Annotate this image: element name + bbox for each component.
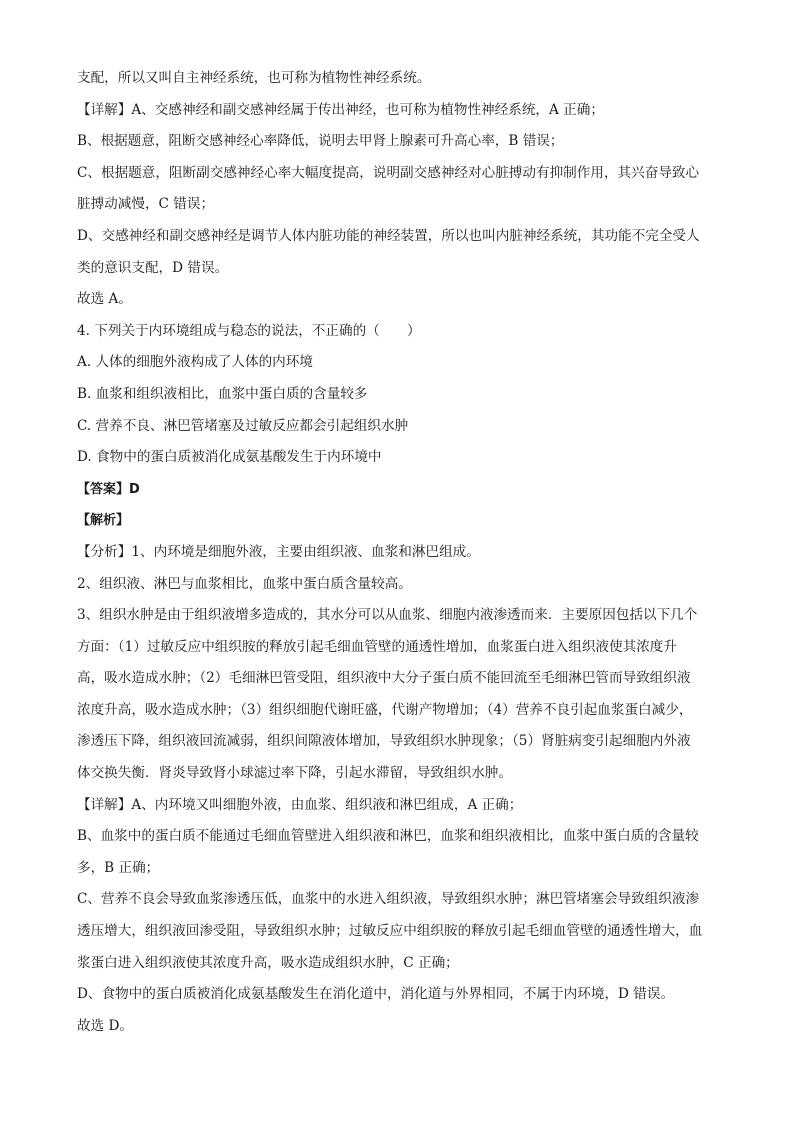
analysis-label: 【解析】 — [77, 513, 130, 529]
text-line: 多，B 正确； — [77, 859, 160, 876]
question-stem: 4. 下列关于内环境组成与稳态的说法，不正确的（ ） — [77, 322, 421, 339]
text-line: 【详解】A、交感神经和副交感神经属于传出神经，也可称为植物性神经系统，A 正确； — [77, 101, 604, 118]
text-line: 透压增大，组织液回渗受阻，导致组织水肿；过敏反应中组织胺的释放引起毛细血管壁的通透性增大，血 — [77, 923, 703, 940]
option-a: A. 人体的细胞外液构成了人体的内环境 — [77, 354, 313, 371]
option-b: B. 血浆和组织液相比，血浆中蛋白质的含量较多 — [77, 385, 368, 402]
text-line: 【分析】1、内环境是细胞外液，主要由组织液、血浆和淋巴组成。 — [77, 543, 480, 560]
document-page — [77, 63, 719, 1042]
text-line: 2、组织液、淋巴与血浆相比，血浆中蛋白质含量较高。 — [77, 575, 412, 592]
text-line: 方面：（1）过敏反应中组织胺的释放引起毛细血管壁的通透性增加，血浆蛋白进入组织液使其浓度升 — [77, 638, 677, 655]
text-line: 3、组织水肿是由于组织液增多造成的，其水分可以从血浆、细胞内液渗透而来．主要原因包括以下几个 — [77, 607, 698, 624]
answer-label: 【答案】D — [77, 481, 140, 497]
text-line: 故选 A。 — [77, 291, 132, 308]
text-line: C、营养不良会导致血浆渗透压低，血浆中的水进入组织液，导致组织水肿；淋巴管堵塞会导致组织液渗 — [77, 891, 700, 908]
text-line: D、交感神经和副交感神经是调节人体内脏功能的神经装置，所以也叫内脏神经系统，其功能不完全受人 — [77, 227, 700, 244]
text-line: B、根据题意，阻断交感神经心率降低，说明去甲肾上腺素可升高心率，B 错误； — [77, 133, 564, 150]
option-c: C. 营养不良、淋巴管堵塞及过敏反应都会引起组织水肿 — [77, 417, 409, 434]
text-line: 浆蛋白进入组织液使其浓度升高，吸水造成组织水肿，C 正确； — [77, 954, 459, 971]
text-line: 体交换失衡．肾炎导致肾小球滤过率下降，引起水滞留，导致组织水肿。 — [77, 765, 512, 782]
text-line: 渗透压下降，组织液回流减弱，组织间隙液体增加，导致组织水肿现象；（5）肾脏病变引起细胞内外液 — [77, 733, 691, 750]
text-line: 浓度升高，吸水造成水肿；（3）组织细胞代谢旺盛，代谢产物增加；（4）营养不良引起血浆蛋白减少， — [77, 701, 693, 718]
text-line: 脏搏动减慢，C 错误； — [77, 196, 215, 213]
text-line: 支配，所以又叫自主神经系统，也可称为植物性神经系统。 — [77, 70, 431, 86]
option-d: D. 食物中的蛋白质被消化成氨基酸发生于内环境中 — [77, 449, 382, 466]
text-line: 【详解】A、内环境又叫细胞外液，由血浆、组织液和淋巴组成，A 正确； — [77, 796, 523, 813]
text-line: C、根据题意，阻断副交感神经心率大幅度提高，说明副交感神经对心脏搏动有抑制作用，其兴奋导致心 — [77, 164, 700, 181]
text-line: 高，吸水造成水肿；（2）毛细淋巴管受阻，组织液中大分子蛋白质不能回流至毛细淋巴管而导致组织液 — [77, 670, 691, 687]
text-line: D、食物中的蛋白质被消化成氨基酸发生在消化道中，消化道与外界相同，不属于内环境，D 错误。 — [77, 986, 675, 1003]
text-line: B、血浆中的蛋白质不能通过毛细血管壁进入组织液和淋巴，血浆和组织液相比，血浆中蛋白质的含量较 — [77, 828, 699, 845]
text-line: 故选 D。 — [77, 1017, 134, 1034]
text-line: 类的意识支配，D 错误。 — [77, 259, 229, 276]
